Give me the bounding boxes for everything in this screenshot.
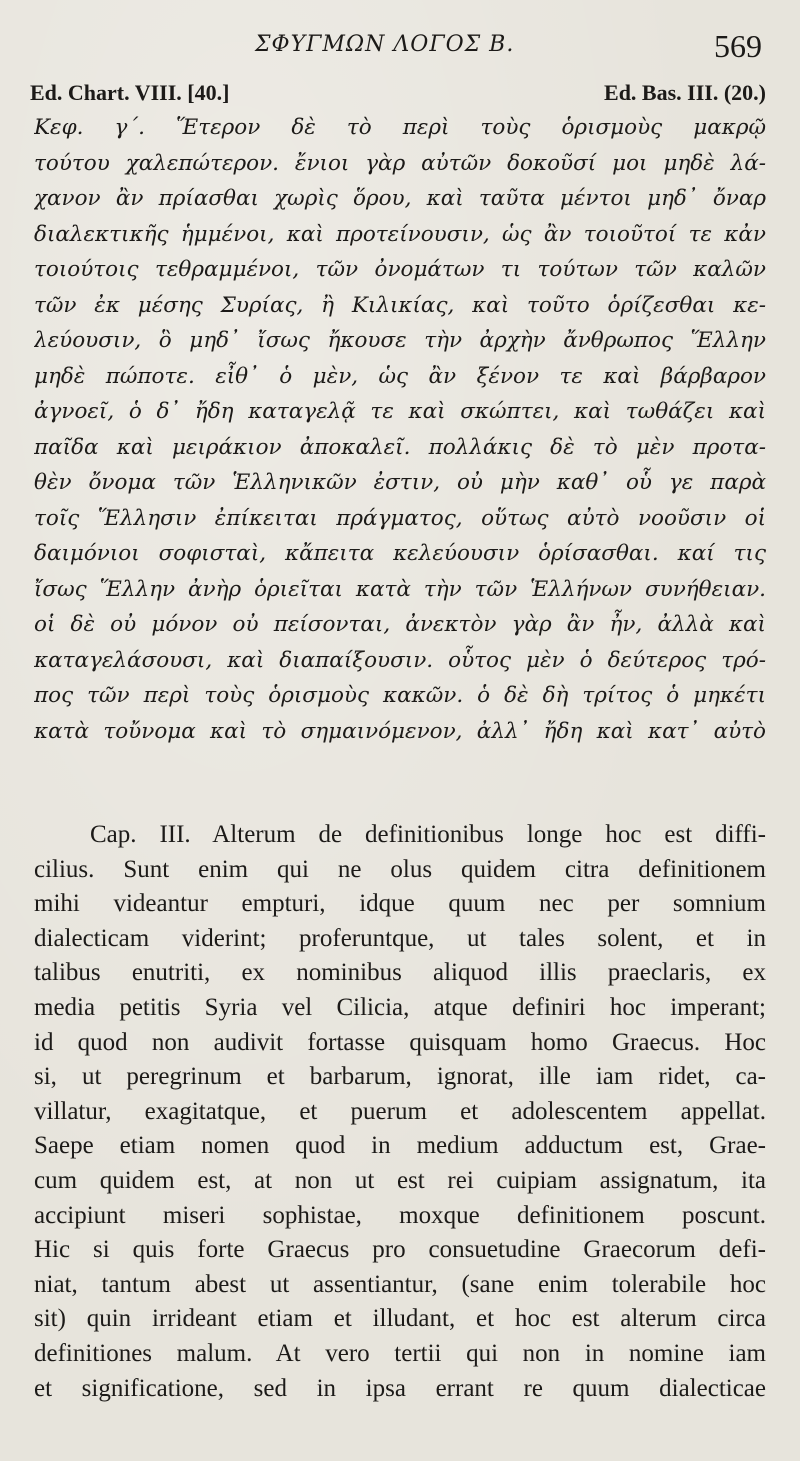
greek-text-line: μηδὲ πώποτε. εἶθ᾽ ὁ μὲν, ὡς ἂν ξένον τε καὶ βάρβαρον <box>34 363 766 389</box>
greek-text-line: ἀγνοεῖ, ὁ δ᾽ ἤδη καταγελᾷ τε καὶ σκώπτει, καὶ τωθάζει καὶ <box>34 399 766 424</box>
latin-text-line: cum quidem est, at non ut est rei cuipiam assignatum, ita <box>34 1166 766 1194</box>
greek-text-line: τοιούτοις τεθραμμένοι, τῶν ὀνομάτων τι τούτων τῶν καλῶν <box>34 257 766 282</box>
latin-text-line: si, ut peregrinum et barbarum, ignorat, ille iam ridet, ca- <box>34 1063 766 1091</box>
latin-text-line: dialecticam viderint; proferuntque, ut tales solent, et in <box>34 924 766 952</box>
edition-chartier: Ed. Chart. VIII. [40.] <box>30 80 230 105</box>
greek-text-line: χανον ἂν πρίασθαι χωρὶς ὅρου, καὶ ταῦτα μέντοι μηδ᾽ ὄναρ <box>34 186 766 211</box>
latin-text-line: media petitis Syria vel Cilicia, atque definiri hoc imperant; <box>34 993 766 1021</box>
latin-text-line: mihi videantur empturi, idque quum nec per somnium <box>34 890 766 918</box>
edition-basel: Ed. Bas. III. (20.) <box>604 80 766 105</box>
latin-text-line: Cap. III. Alterum de definitionibus longe hoc est diffi- <box>90 821 766 848</box>
greek-text-block <box>34 110 766 749</box>
latin-text-line: Hic si quis forte Graecus pro consuetudine Graecorum defi- <box>34 1236 766 1264</box>
latin-text-line: accipiunt miseri sophistae, moxque definitionem poscunt. <box>34 1201 766 1229</box>
greek-text-line: ἴσως Ἕλλην ἀνὴρ ὁριεῖται κατὰ τὴν τῶν Ἑλλήνων συνήθειαν. <box>34 576 766 602</box>
greek-text-line: καταγελάσουσι, καὶ διαπαίξουσιν. οὗτος μὲν ὁ δεύτερος τρό- <box>34 647 766 673</box>
latin-text-line: villatur, exagitatque, et puerum et adolescentem appellat. <box>34 1097 766 1125</box>
greek-text-line: τοῖς Ἕλλησιν ἐπίκειται πράγματος, οὕτως αὐτὸ νοοῦσιν οἱ <box>34 505 766 531</box>
greek-text-line: οἱ δὲ οὐ μόνον οὐ πείσονται, ἀνεκτὸν γὰρ ἂν ἦν, ἀλλὰ καὶ <box>34 612 766 637</box>
latin-text-line: et significatione, sed in ipsa errant re quum dialecticae <box>34 1374 766 1402</box>
edition-references <box>0 80 800 108</box>
latin-text-line: Saepe etiam nomen quod in medium adductum est, Grae- <box>34 1132 766 1160</box>
latin-text-line: cilius. Sunt enim qui ne olus quidem citra definitionem <box>34 855 766 883</box>
greek-text-line: παῖδα καὶ μειράκιον ἀποκαλεῖ. πολλάκις δὲ τὸ μὲν προτα- <box>34 434 766 460</box>
latin-translation-block <box>34 818 766 1406</box>
latin-text-line: talibus enutriti, ex nominibus aliquod illis praeclaris, ex <box>34 959 766 987</box>
latin-text-line: sit) quin irrideant etiam et illudant, et hoc est alterum circa <box>34 1305 766 1333</box>
latin-text-line: id quod non audivit fortasse quisquam homo Graecus. Hoc <box>34 1028 766 1056</box>
greek-text-line: τῶν ἐκ μέσης Συρίας, ἢ Κιλικίας, καὶ τοῦτο ὁρίζεσθαι κε- <box>34 292 766 318</box>
greek-text-line: θὲν ὄνομα τῶν Ἑλληνικῶν ἐστιν, οὐ μὴν καθ᾽ οὗ γε παρὰ <box>34 470 766 495</box>
greek-text-line: Κεφ. γ΄. Ἕτερον δὲ τὸ περὶ τοὺς ὁρισμοὺς μακρῷ <box>34 115 766 140</box>
greek-text-line: διαλεκτικῆς ἡμμένοι, καὶ προτείνουσιν, ὡς ἂν τοιοῦτοί τε κἀν <box>34 221 766 247</box>
greek-text-line: δαιμόνιοι σοφισταὶ, κἄπειτα κελεύουσιν ὁρίσασθαι. καί τις <box>34 541 766 566</box>
latin-text-line: definitiones malum. At vero tertii qui non in nomine iam <box>34 1339 766 1367</box>
page-header <box>0 28 800 68</box>
greek-text-line: κατὰ τοὔνομα καὶ τὸ σημαινόμενον, ἀλλ᾽ ἤδη καὶ κατ᾽ αὐτὸ <box>34 718 766 744</box>
greek-text-line: τούτου χαλεπώτερον. ἔνιοι γὰρ αὐτῶν δοκοῦσί μοι μηδὲ λά- <box>34 150 766 176</box>
greek-text-line: λεύουσιν, ὃ μηδ᾽ ἴσως ἤκουσε τὴν ἀρχὴν ἄνθρωπος Ἕλλην <box>34 328 766 353</box>
running-title: ΣΦΥΓΜΩΝ ΛΟΓΟΣ Β. <box>255 32 515 57</box>
greek-text-line: πος τῶν περὶ τοὺς ὁρισμοὺς κακῶν. ὁ δὲ δὴ τρίτος ὁ μηκέτι <box>34 683 766 708</box>
latin-text-line: niat, tantum abest ut assentiantur, (sane enim tolerabile hoc <box>34 1270 766 1298</box>
page-number: 569 <box>714 28 762 64</box>
